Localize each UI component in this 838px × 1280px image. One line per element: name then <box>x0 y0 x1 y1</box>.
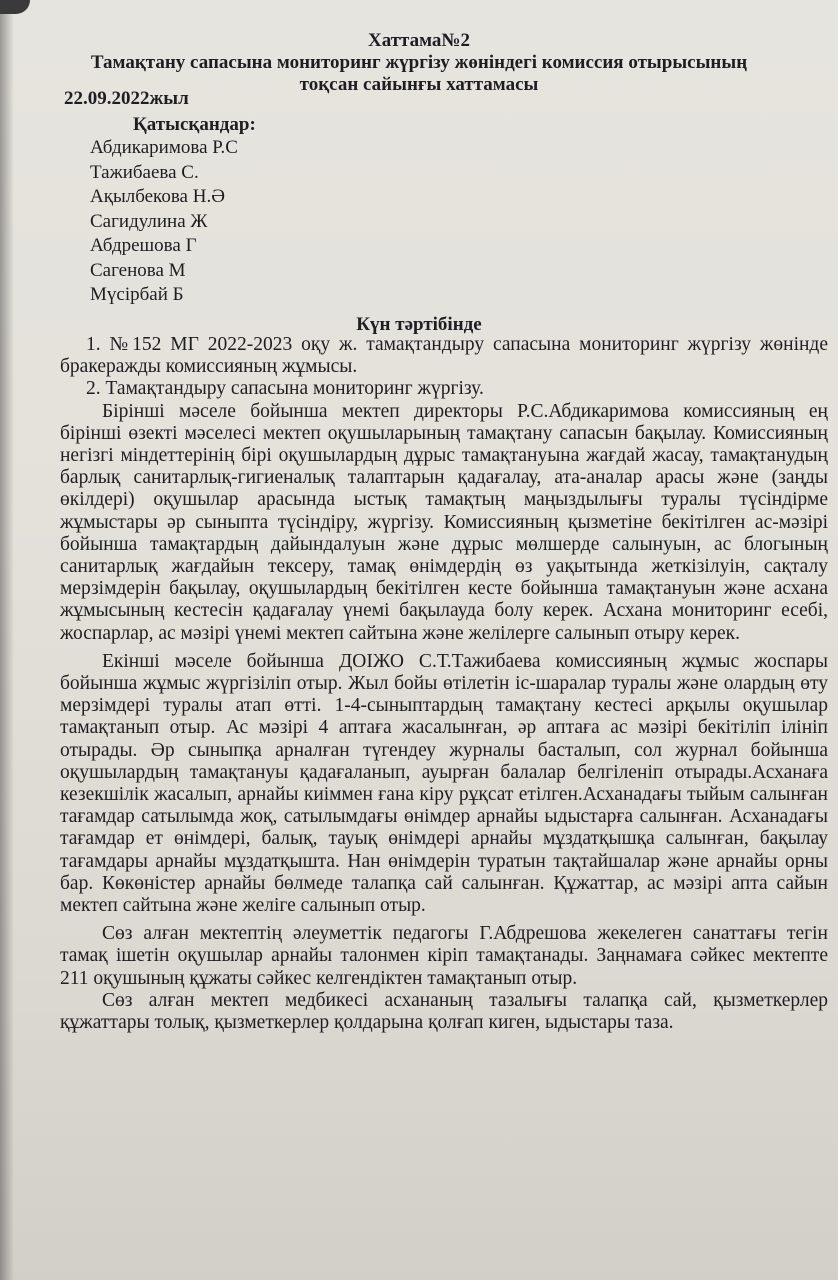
document-title-line-1: Тамақтану сапасына мониторинг жүргізу жөніндегі комиссия отырысының <box>90 52 748 73</box>
body-paragraph: Бірінші мәселе бойынша мектеп директоры Р.С.Абдикаримова комиссияның ең бірінші өзекті мәселесі мектеп оқушыларының тамақтану сапасын бақылау. Комиссияның негізгі міндеттерінің бірі оқушылардың дұрыс тамақтануына жағдай жасау, тамақтанудың барлық санитарлық-гигиеналық талаптарын қадағалау, ата-аналар арасы және (заңды өкілдері) оқушылар арасында ыстық тамақтың маңыздылығы туралы түсіндірме жұмыстары әр сыныпта түсіндіру, жүргізу. Комиссияның қызметіне бекітілген ас-мәзірі бойынша тамақтардың дайындалуын және дұрыс мөлшерде салынуын, ас блогының санитарлық жағдайын тексеру, тамақ өнімдердің өз уақытында жеткізілуін, сақталу мерзімдерін бақылау, оқушылардың бекітілген кесте бойынша тамақтануын және асхана жұмысының кестесін қадағалау үнемі бақылауда болу керек. Асхана мониторинг есебі, жоспарлар, ас мәзірі үнемі мектеп сайтына және желілерге салынып отыру керек. <box>60 400 828 644</box>
agenda-item: 1. №152 МГ 2022-2023 оқу ж. тамақтандыру сапасына мониторинг жүргізу жөнінде бракеражды комиссияның жұмысы. <box>60 334 828 378</box>
participants-list <box>90 136 238 308</box>
body-paragraph: Сөз алған мектеп медбикесі асхананың тазалығы талапқа сай, қызметкерлер құжаттары толық, қызметкерлер қолдарына қолғап киген, ыдыстары таза. <box>60 989 828 1034</box>
document-number: Хаттама№2 <box>367 30 471 51</box>
participant: Тажибаева С. <box>90 161 199 183</box>
participant: Ақылбекова Н.Ә <box>90 186 225 207</box>
document-body <box>60 334 828 1034</box>
agenda-item: 2. Тамақтандыру сапасына мониторинг жүргізу. <box>86 378 484 400</box>
body-paragraph: Екінші мәселе бойынша ДОІЖО С.Т.Тажибаева комиссияның жұмыс жоспары бойынша жұмыс жүргізіліп отыр. Жыл бойы өтілетін іс-шаралар туралы және олардың өту мерзімдері туралы атап өтті. 1-4-сыныптардың тамақтану кестесі арқылы оқушылар тамақтанып отыр. Ас мәзірі 4 аптаға жасалынған, әр аптаға ас мәзірі бекітіліп ілініп отырады. Әр сыныпқа арналған түгендеу журналы басталып, сол журнал бойынша оқушылардың тамақтануы қадағаланып, ауырған балалар белгіленіп отырады.Асханаға кезекшілік жасалып, арнайы киіммен ғана кіру рұқсат етілген.Асханадағы тыйым салынған тағамдар сатылымда жоқ, сатылымдағы өнімдер арнайы ыдыстарға салынған. Асханадағы тағамдар ет өнімдері, балық, тауық өнімдері арнайы мұздатқышқа салынған, бақылау тағамдары арнайы мұздатқышта. Нан өнімдерін туратын тақтайшалар және арнайы орны бар. Көкөністер арнайы бөлмеде талапқа сай салынған. Құжаттар, ас мәзірі апта сайын мектеп сайтына және желіге салынып отыр. <box>60 650 828 917</box>
document-title-line-2: тоқсан сайынғы хаттамасы <box>299 74 539 95</box>
body-paragraph: Сөз алған мектептің әлеуметтік педагогы Г.Абдрешова жекелеген санаттағы тегін тамақ ішетін оқушылар арнайы талонмен кіріп тамақтанады. Заңнамаға сәйкес мектепте 211 оқушының құжаты сәйкес келгендіктен тамақтанып отыр. <box>60 923 828 989</box>
participant: Абдикаримова Р.С <box>90 137 238 158</box>
participants-heading: Қатысқандар: <box>133 114 256 135</box>
page-edge-shadow <box>0 0 14 1280</box>
participant: Абдрешова Г <box>90 235 197 256</box>
binder-mark <box>0 0 30 14</box>
agenda-heading: Күн тәртібінде <box>356 314 482 335</box>
document-date: 22.09.2022жыл <box>64 88 189 109</box>
participant: Сагенова М <box>90 259 186 281</box>
participant: Сагидулина Ж <box>90 210 208 232</box>
participant: Мүсірбай Б <box>90 284 184 305</box>
